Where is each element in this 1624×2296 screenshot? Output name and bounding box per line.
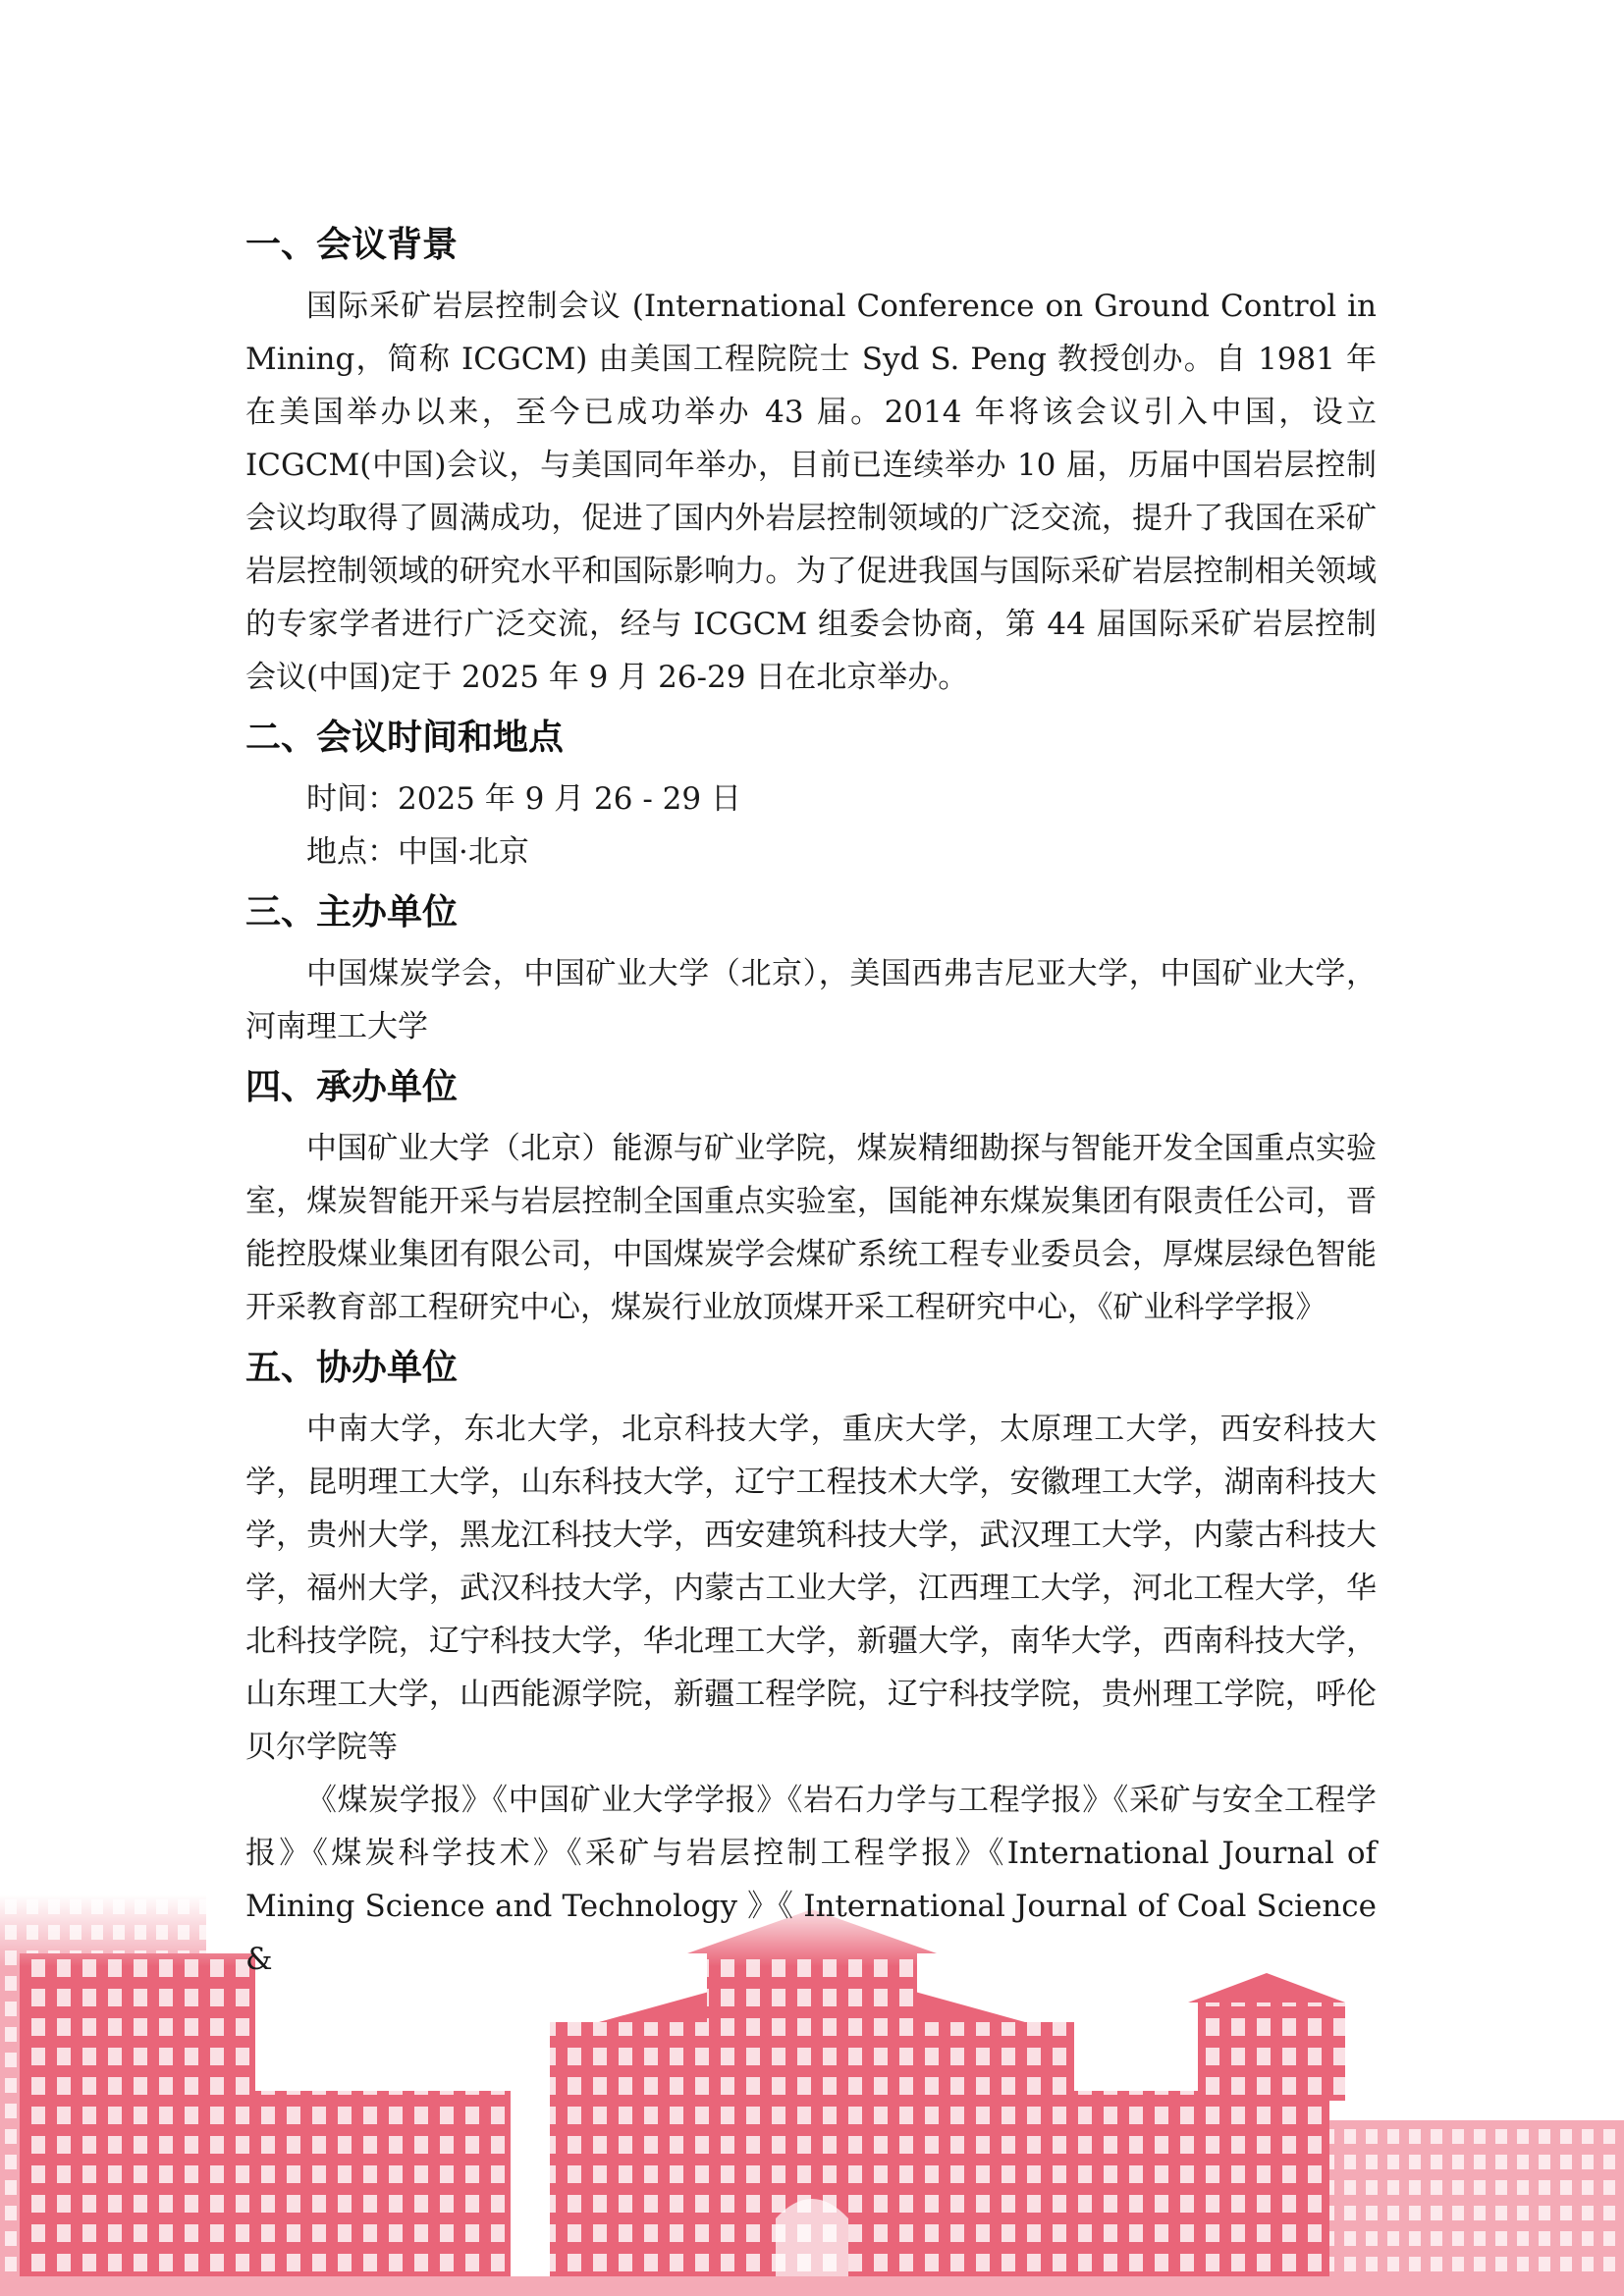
- section-heading-organizers: 三、主办单位: [245, 892, 459, 933]
- journals-paragraph: 《煤炭学报》《中国矿业大学学报》《岩石力学与工程学报》《采矿与安全工程学报》《煤炭科学技术》《采矿与岩层控制工程学报》《International Journal of Mining Science and Technology 》《 International Journal of Coal Science &: [245, 1783, 1377, 1977]
- co-organizers-paragraph: 中南大学，东北大学，北京科技大学，重庆大学，太原理工大学，西安科技大学，昆明理工大学，山东科技大学，辽宁工程技术大学，安徽理工大学，湖南科技大学，贵州大学，黑龙江科技大学，西安建筑科技大学，武汉理工大学，内蒙古科技大学，福州大学，武汉科技大学，内蒙古工业大学，江西理工大学，河北工程大学，华北科技学院，辽宁科技大学，华北理工大学，新疆大学，南华大学，西南科技大学，山东理工大学，山西能源学院，新疆工程学院，辽宁科技学院，贵州理工学院，呼伦贝尔学院等: [245, 1412, 1377, 1765]
- background-paragraph: 国际采矿岩层控制会议 (International Conference on Ground Control in Mining，简称 ICGCM) 由美国工程院院士 Syd S. Peng 教授创办。自 1981 年在美国举办以来，至今已成功举办 43 届。2014 年将该会议引入中国，设立 ICGCM(中国)会议，与美国同年举办，目前已连续举办 10 届，历届中国岩层控制会议均取得了圆满成功，促进了国内外岩层控制领域的广泛交流，提升了我国在采矿岩层控制领域的研究水平和国际影响力。为了促进我国与国际采矿岩层控制相关领域的专家学者进行广泛交流，经与 ICGCM 组委会协商，第 44 届国际采矿岩层控制会议(中国)定于 2025 年 9 月 26-29 日在北京举办。: [245, 289, 1377, 695]
- document-page: [245, 211, 1377, 1986]
- section-heading-hosts: 四、承办单位: [245, 1067, 459, 1107]
- hosts-paragraph: 中国矿业大学（北京）能源与矿业学院，煤炭精细勘探与智能开发全国重点实验室，煤炭智能开采与岩层控制全国重点实验室，国能神东煤炭集团有限责任公司，晋能控股煤业集团有限公司，中国煤炭学会煤矿系统工程专业委员会，厚煤层绿色智能开采教育部工程研究中心，煤炭行业放顶煤开采工程研究中心，《矿业科学学报》: [245, 1131, 1377, 1325]
- conference-place: 地点：中国·北京: [306, 834, 529, 870]
- section-heading-time-place: 二、会议时间和地点: [245, 718, 565, 758]
- section-heading-background: 一、会议背景: [245, 225, 459, 265]
- conference-time: 时间：2025 年 9 月 26 - 29 日: [306, 781, 741, 817]
- section-heading-co-organizers: 五、协办单位: [245, 1348, 459, 1388]
- organizers-paragraph: 中国煤炭学会，中国矿业大学（北京），美国西弗吉尼亚大学，中国矿业大学，河南理工大学: [245, 956, 1377, 1044]
